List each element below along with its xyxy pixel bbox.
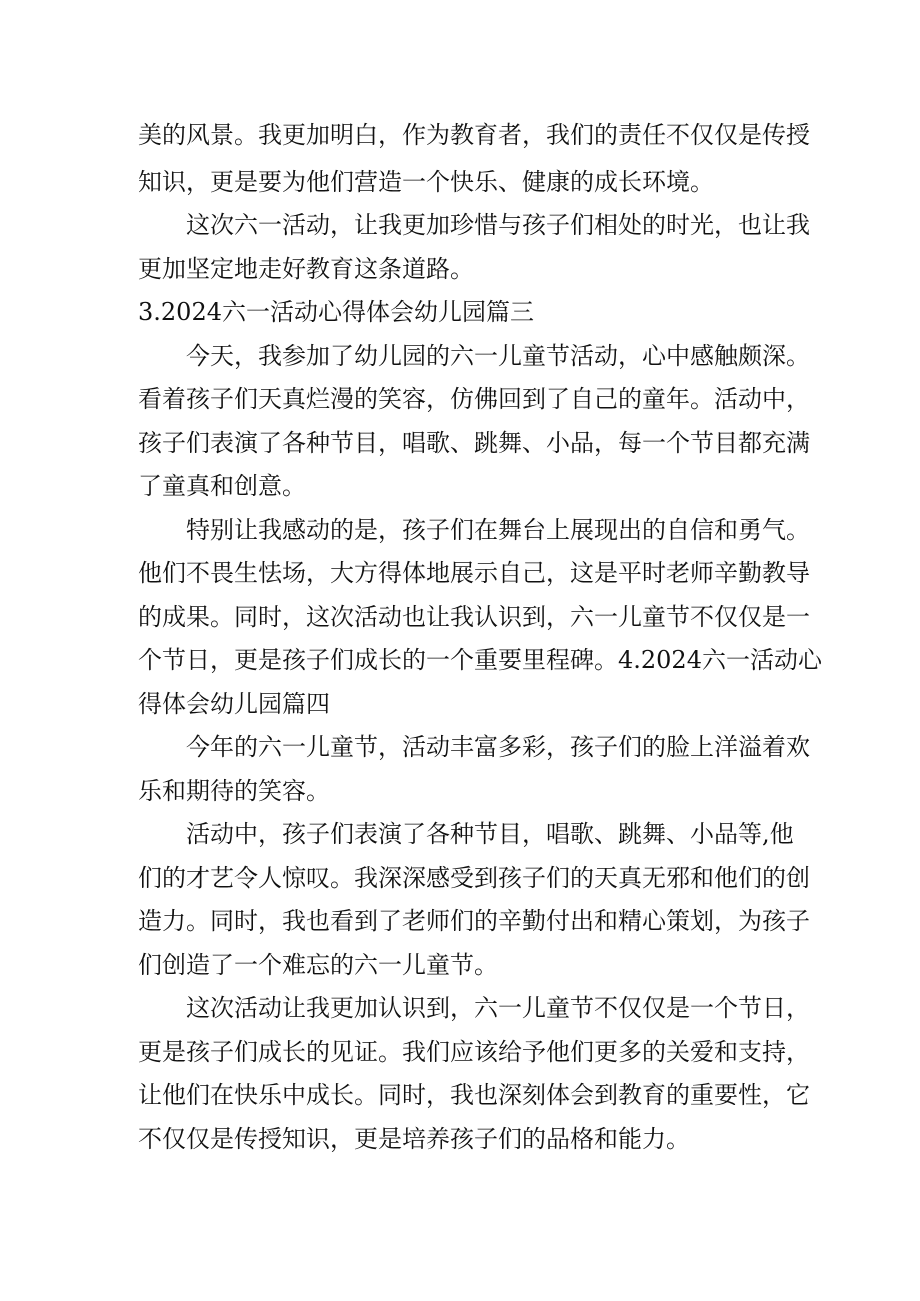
text-line: 孩子们表演了各种节目，唱歌、跳舞、小品，每一个节目都充满	[138, 429, 810, 457]
text-line: 美的风景。我更加明白，作为教育者，我们的责任不仅仅是传授	[138, 121, 810, 149]
text-line: 让他们在快乐中成长。同时，我也深刻体会到教育的重要性，它	[138, 1081, 810, 1109]
text-line: 不仅仅是传授知识，更是培养孩子们的品格和能力。	[138, 1125, 690, 1153]
text-line: 的成果。同时，这次活动也让我认识到，六一儿童节不仅仅是一	[138, 603, 810, 631]
text-line: 这次六一活动，让我更加珍惜与孩子们相处的时光，也让我	[186, 211, 810, 239]
text-line: 了童真和创意。	[138, 472, 306, 500]
text-line: 看着孩子们天真烂漫的笑容，仿佛回到了自己的童年。活动中，	[138, 385, 810, 413]
text-line: 更加坚定地走好教育这条道路。	[138, 255, 474, 283]
text-line: 个节日，更是孩子们成长的一个重要里程碑。4.2024六一活动心	[138, 646, 822, 674]
text-line: 这次活动让我更加认识到，六一儿童节不仅仅是一个节日，	[186, 994, 810, 1022]
text-line: 得体会幼儿园篇四	[138, 690, 330, 718]
text-line: 们创造了一个难忘的六一儿童节。	[138, 951, 498, 979]
text-line: 乐和期待的笑容。	[138, 777, 330, 805]
text-line: 今年的六一儿童节，活动丰富多彩，孩子们的脸上洋溢着欢	[186, 733, 810, 761]
text-line: 特别让我感动的是，孩子们在舞台上展现出的自信和勇气。	[186, 516, 810, 544]
text-line: 们的才艺令人惊叹。我深深感受到孩子们的天真无邪和他们的创	[138, 864, 810, 892]
text-line: 更是孩子们成长的见证。我们应该给予他们更多的关爱和支持，	[138, 1038, 810, 1066]
text-line: 今天，我参加了幼儿园的六一儿童节活动，心中感触颇深。	[186, 342, 810, 370]
text-line: 造力。同时，我也看到了老师们的辛勤付出和精心策划，为孩子	[138, 907, 810, 935]
section-heading: 3.2024六一活动心得体会幼儿园篇三	[138, 298, 534, 326]
text-line: 知识，更是要为他们营造一个快乐、健康的成长环境。	[138, 168, 714, 196]
text-line: 他们不畏生怯场，大方得体地展示自己，这是平时老师辛勤教导	[138, 559, 810, 587]
text-line: 活动中，孩子们表演了各种节目，唱歌、跳舞、小品等,他	[186, 820, 794, 848]
